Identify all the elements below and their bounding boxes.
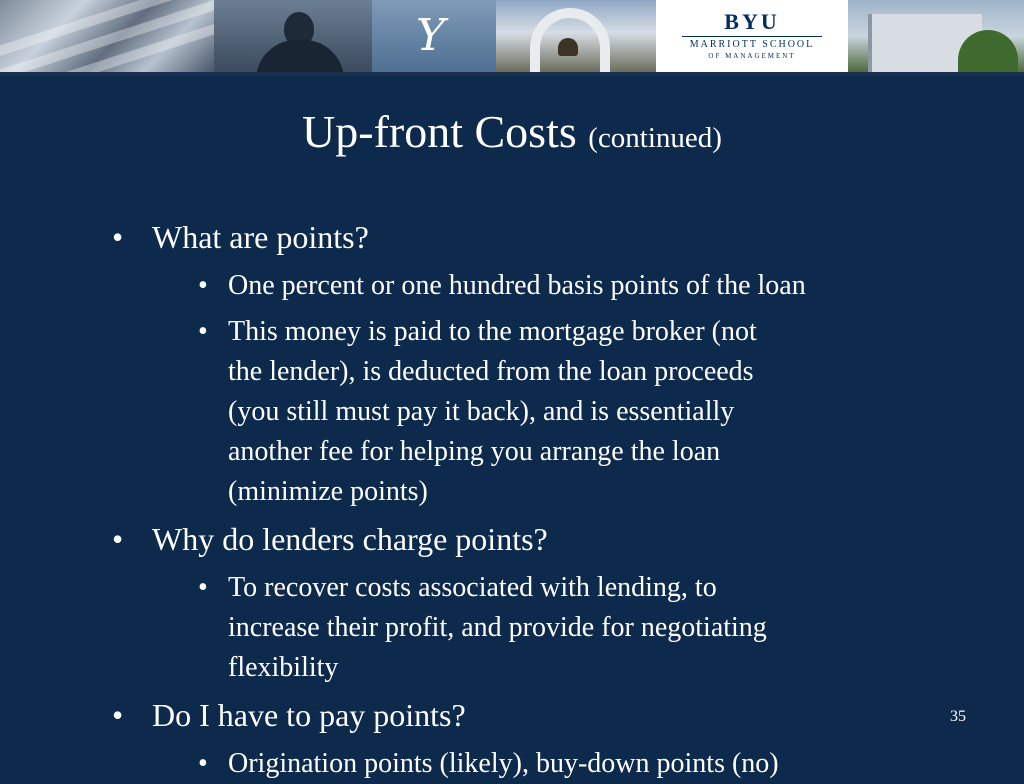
bullet-dot-icon: • [198,270,208,301]
slide-title-main: Up-front Costs [302,106,577,157]
bullet-dot-icon: • [112,697,124,733]
banner-photo-mountain-y: Y [372,0,496,72]
slide-body [112,214,932,784]
slide-title-suffix: (continued) [588,122,722,154]
header-banner [0,0,1024,72]
bullet-why-lenders-charge: • Why do lenders charge points? [112,516,932,562]
slide-title [0,104,1024,166]
banner-photo-building [0,0,214,72]
banner-photo-campus [848,0,1024,72]
sub-bullet: • To recover costs associated with lending, to increase their profit, and provide for negotiating flexibility [198,568,788,688]
bullet-dot-icon: • [198,748,208,779]
sub-bullet: • Origination points (likely), buy-down points (no) [198,744,932,784]
banner-photo-bell-tower [496,0,656,72]
banner-photo-statue [214,0,372,72]
bullet-dot-icon: • [112,521,124,557]
bullet-what-are-points: • What are points? [112,214,932,260]
banner-divider [0,72,1024,76]
sub-bullet: • This money is paid to the mortgage broker (not the lender), is deducted from the loan proceeds (you still must pay it back), and is essentially another fee for helping you arrange the loan (minimize points) [198,312,788,512]
bullet-do-i-have-to-pay: • Do I have to pay points? [112,692,932,738]
bell-icon [558,38,578,56]
byu-marriott-logo: BYU MARRIOTT SCHOOL OF MANAGEMENT [656,0,848,72]
bullet-dot-icon: • [198,316,208,347]
bullet-dot-icon: • [198,572,208,603]
slide-page-number: 35 [950,708,966,725]
sub-bullet: • One percent or one hundred basis points of the loan [198,266,932,306]
bullet-dot-icon: • [112,219,124,255]
